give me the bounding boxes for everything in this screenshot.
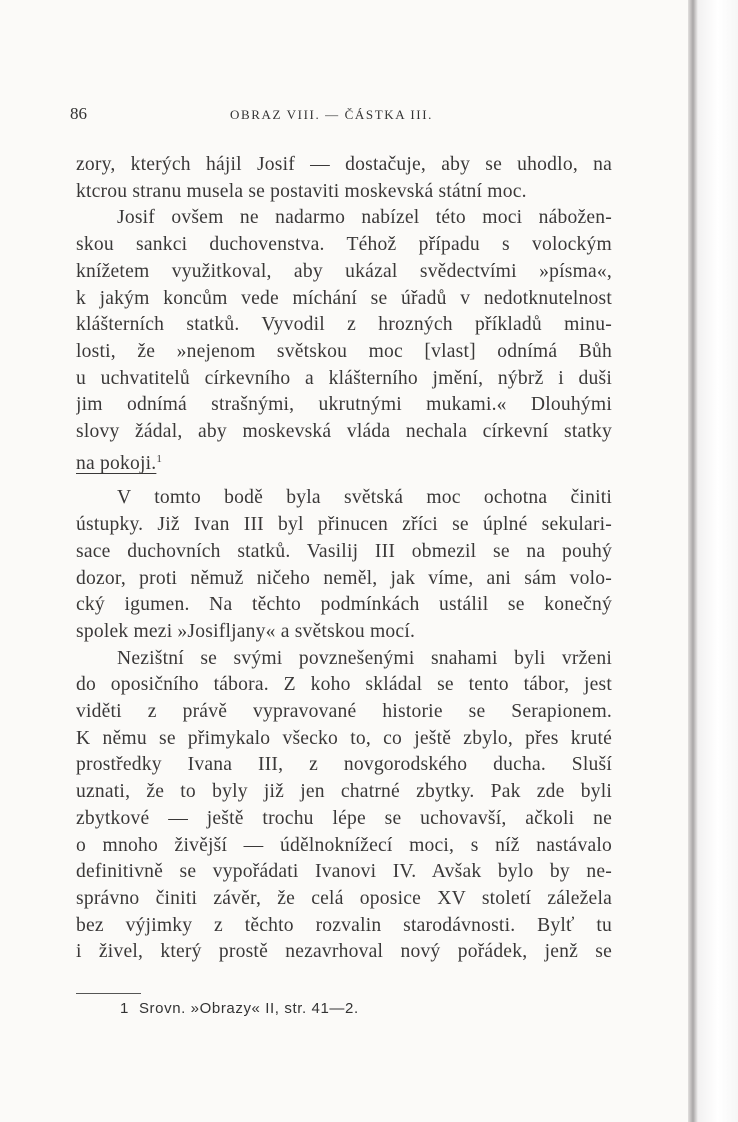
text-line: bez výjimky z těchto rozvalin starodávnosti. Bylť tu	[76, 914, 612, 936]
footnote-text: Srovn. »Obrazy« II, str. 41—2.	[138, 1000, 359, 1017]
text-line: zory, kterých hájil Josif — dostačuje, aby se uhodlo, na	[76, 154, 612, 175]
text-line: Nezištní se svými povznešenými snahami byli vrženi	[117, 647, 612, 669]
text-line: zbytkové — ještě trochu lépe se uchovavší, ačkoli ne	[76, 807, 612, 829]
running-title: OBRAZ VIII. — ČÁSTKA III.	[230, 107, 433, 122]
footnote-ref[interactable]: 1	[156, 452, 163, 465]
text-line: prostředky Ivana III, z novgorodského ducha. Sluší	[76, 754, 612, 776]
footnote	[120, 1000, 359, 1017]
paragraph-1	[76, 152, 612, 205]
text-line: ktcrou stranu musela se postaviti moskevská státní moc.	[76, 180, 527, 202]
text-line: o mnoho živější — údělnoknížecí moci, s níž nastávalo	[76, 834, 612, 856]
footnote-marker: 1	[120, 1000, 129, 1017]
text-line: i živel, který prostě nezavrhoval nový pořádek, jenž se	[76, 941, 612, 963]
text-line: K němu se přimykalo všecko to, co ještě zbylo, přes kruté	[76, 727, 612, 749]
paragraph-4	[76, 646, 612, 966]
text-line: sace duchovních statků. Vasilij III obmezil se na pouhý	[76, 540, 612, 562]
body-text	[76, 152, 612, 966]
text-line: Josif ovšem ne nadarmo nabízel této moci nábožen-	[117, 207, 612, 229]
text-line: na pokoji.	[76, 452, 157, 474]
text-line: knížetem využitkoval, aby ukázal svědectvími »písma«,	[76, 260, 612, 282]
book-spine-shadow	[688, 0, 738, 1122]
text-line: správno činiti závěr, že celá oposice XV století záležela	[76, 887, 612, 909]
text-line: klášterních statků. Vyvodil z hrozných příkladů minu-	[76, 314, 612, 336]
text-line: k jakým koncům vede míchání se úřadů v nedotknutelnost	[76, 287, 612, 309]
text-line: u uchvatitelů církevního a klášterního jmění, nýbrž i duši	[76, 367, 612, 389]
page-number: 86	[70, 104, 87, 123]
text-line: slovy žádal, aby moskevská vláda nechala církevní statky	[76, 421, 612, 443]
text-line: skou sankci duchovenstva. Téhož případu s volockým	[76, 234, 612, 256]
text-line: spolek mezi »Josifljany« a světskou mocí.	[76, 620, 416, 642]
text-line: ústupky. Již Ivan III byl přinucen zříci se úplné sekulari-	[76, 514, 612, 536]
text-line: uznati, že to byly již jen chatrné zbytky. Pak zde byli	[76, 781, 612, 803]
footnote-rule	[76, 993, 141, 994]
text-line: cký igumen. Na těchto podmínkách ustálil se konečný	[76, 594, 612, 616]
text-line: jim odnímá strašnými, ukrutnými mukami.« Dlouhými	[76, 394, 612, 416]
text-line: definitivně se vypořádati Ivanovi IV. Avšak bylo by ne-	[76, 861, 612, 883]
text-line: V tomto bodě byla světská moc ochotna činiti	[117, 487, 612, 509]
paragraph-2	[76, 205, 612, 477]
text-line: losti, že »nejenom světskou moc [vlast] odnímá Bůh	[76, 340, 612, 362]
text-line: dozor, proti němuž ničeho neměl, jak víme, ani sám volo-	[76, 567, 612, 589]
paragraph-3	[76, 485, 612, 645]
running-head	[70, 104, 630, 130]
text-line: viděti z právě vypravované historie se Serapionem.	[76, 701, 612, 723]
text-line: do oposičního tábora. Z koho skládal se tento tábor, jest	[76, 674, 612, 696]
